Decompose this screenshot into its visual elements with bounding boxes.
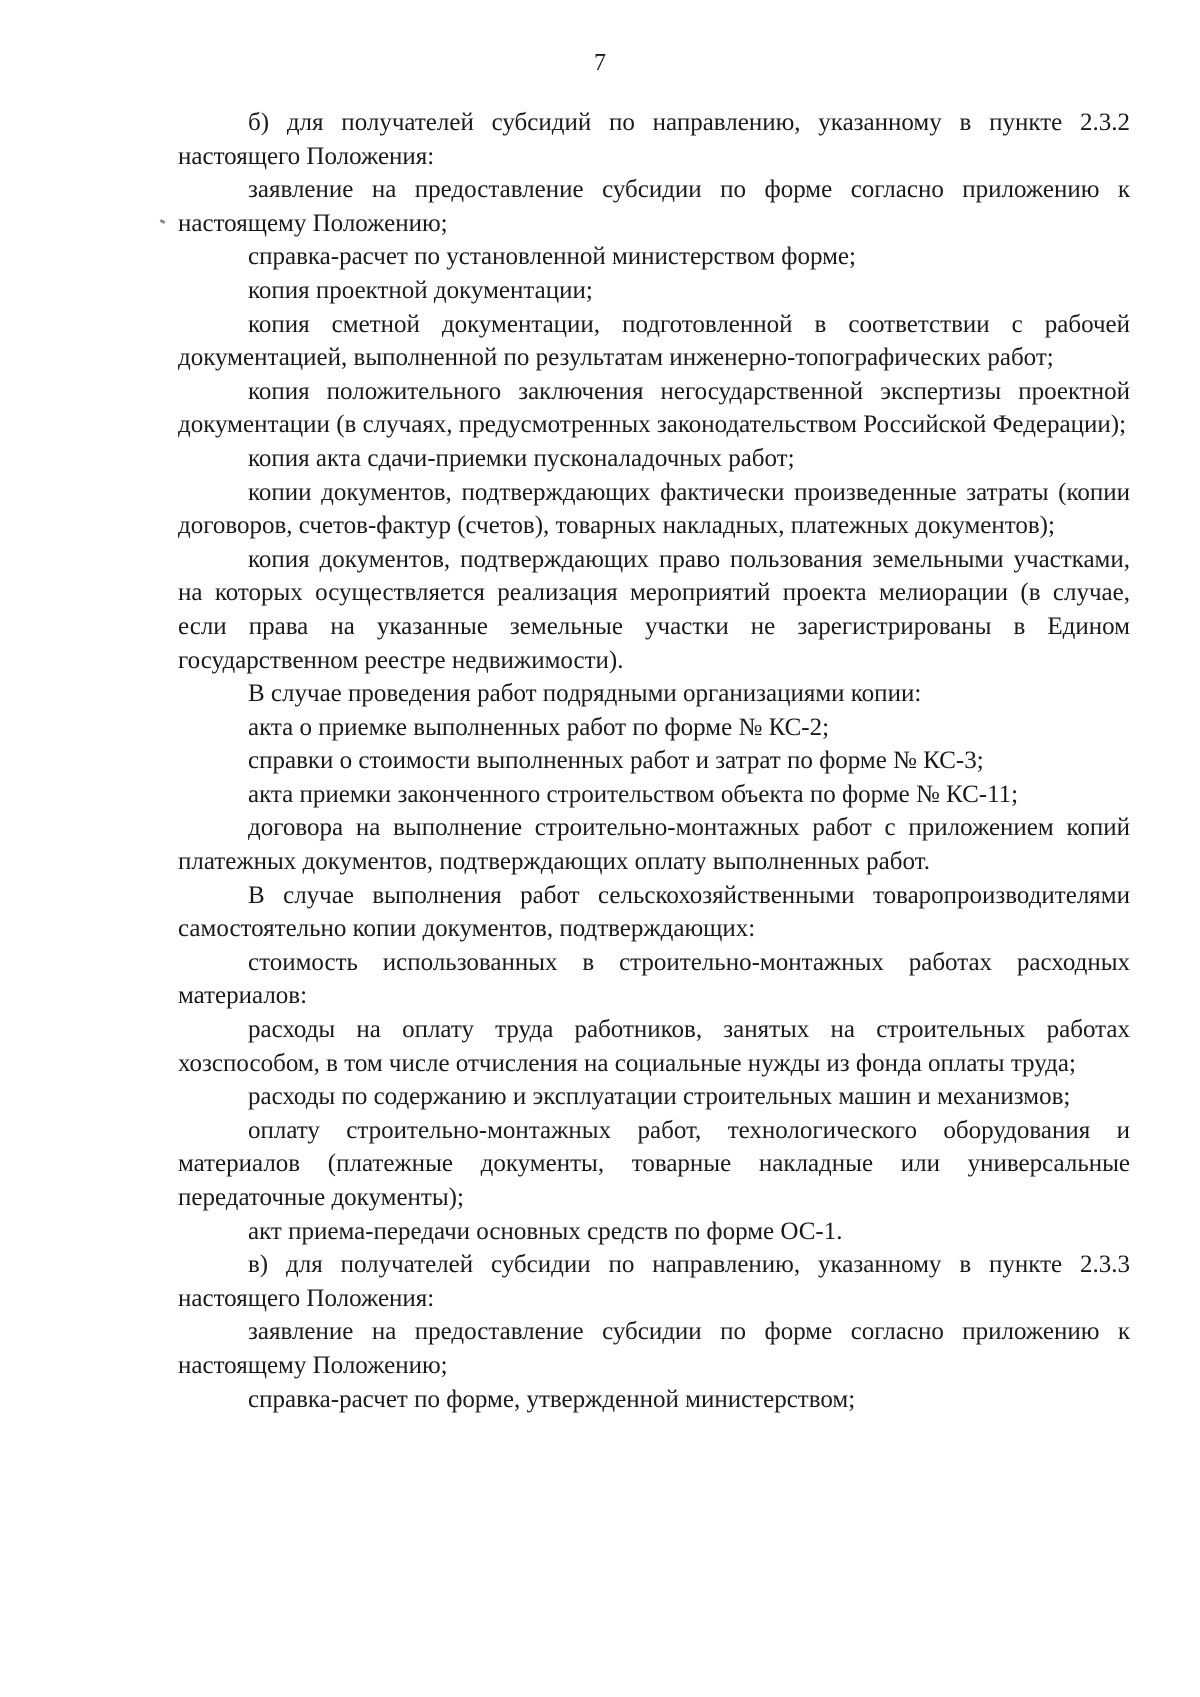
- paragraph: копия сметной документации, подготовленной в соответствии с рабочей документацией, выполненной по результатам инженерно-топографических работ;: [178, 310, 1130, 372]
- paragraph: копии документов, подтверждающих фактически произведенные затраты (копии договоров, счетов-фактур (счетов), товарных накладных, платежных документов);: [178, 478, 1130, 540]
- paragraph: оплату строительно-монтажных работ, технологического оборудования и материалов (платежные документы, товарные накладные или универсальные передаточные документы);: [178, 1116, 1130, 1211]
- page-number: 7: [594, 50, 606, 76]
- paragraph: копия положительного заключения негосударственной экспертизы проектной документации (в случаях, предусмотренных законодательством Российской Федерации);: [178, 377, 1130, 439]
- paragraph: расходы по содержанию и эксплуатации строительных машин и механизмов;: [248, 1083, 1071, 1111]
- paragraph: копия акта сдачи-приемки пусконаладочных работ;: [248, 444, 795, 472]
- paragraph: заявление на предоставление субсидии по форме согласно приложению к настоящему Положению;: [178, 176, 1130, 237]
- paragraph: заявление на предоставление субсидии по форме согласно приложению к настоящему Положению;: [178, 1318, 1130, 1379]
- scan-artifact: [160, 219, 166, 224]
- document-body: [178, 106, 1130, 1416]
- paragraph: В случае выполнения работ сельскохозяйственными товаропроизводителями самостоятельно копии документов, подтверждающих:: [178, 881, 1130, 943]
- paragraph: В случае проведения работ подрядными организациями копии:: [248, 680, 922, 708]
- paragraph: акта приемки законченного строительством объекта по форме № КС-11;: [248, 780, 1019, 808]
- paragraph: в) для получателей субсидии по направлению, указанному в пункте 2.3.3 настоящего Положения:: [178, 1251, 1130, 1312]
- paragraph: договора на выполнение строительно-монтажных работ с приложением копий платежных документов, подтверждающих оплату выполненных работ.: [178, 814, 1130, 876]
- paragraph: копия документов, подтверждающих право пользования земельными участками, на которых осуществляется реализация мероприятий проекта мелиорации (в случае, если права на указанные земельные участки не зарегистрированы в Едином государственном реестре недвижимости).: [178, 545, 1130, 674]
- paragraph: акт приема-передачи основных средств по форме ОС-1.: [248, 1217, 843, 1245]
- paragraph: стоимость использованных в строительно-монтажных работах расходных материалов:: [178, 948, 1130, 1010]
- paragraph: расходы на оплату труда работников, занятых на строительных работах хозспособом, в том числе отчисления на социальные нужды из фонда оплаты труда;: [178, 1016, 1130, 1077]
- paragraph: справка-расчет по установленной министерством форме;: [248, 243, 856, 271]
- paragraph: справка-расчет по форме, утвержденной министерством;: [248, 1385, 856, 1413]
- paragraph: справки о стоимости выполненных работ и затрат по форме № КС-3;: [248, 747, 984, 775]
- paragraph: копия проектной документации;: [248, 276, 593, 304]
- paragraph: акта о приемке выполненных работ по форме № КС-2;: [248, 713, 830, 741]
- paragraph: б) для получателей субсидий по направлению, указанному в пункте 2.3.2 настоящего Положения:: [178, 109, 1130, 170]
